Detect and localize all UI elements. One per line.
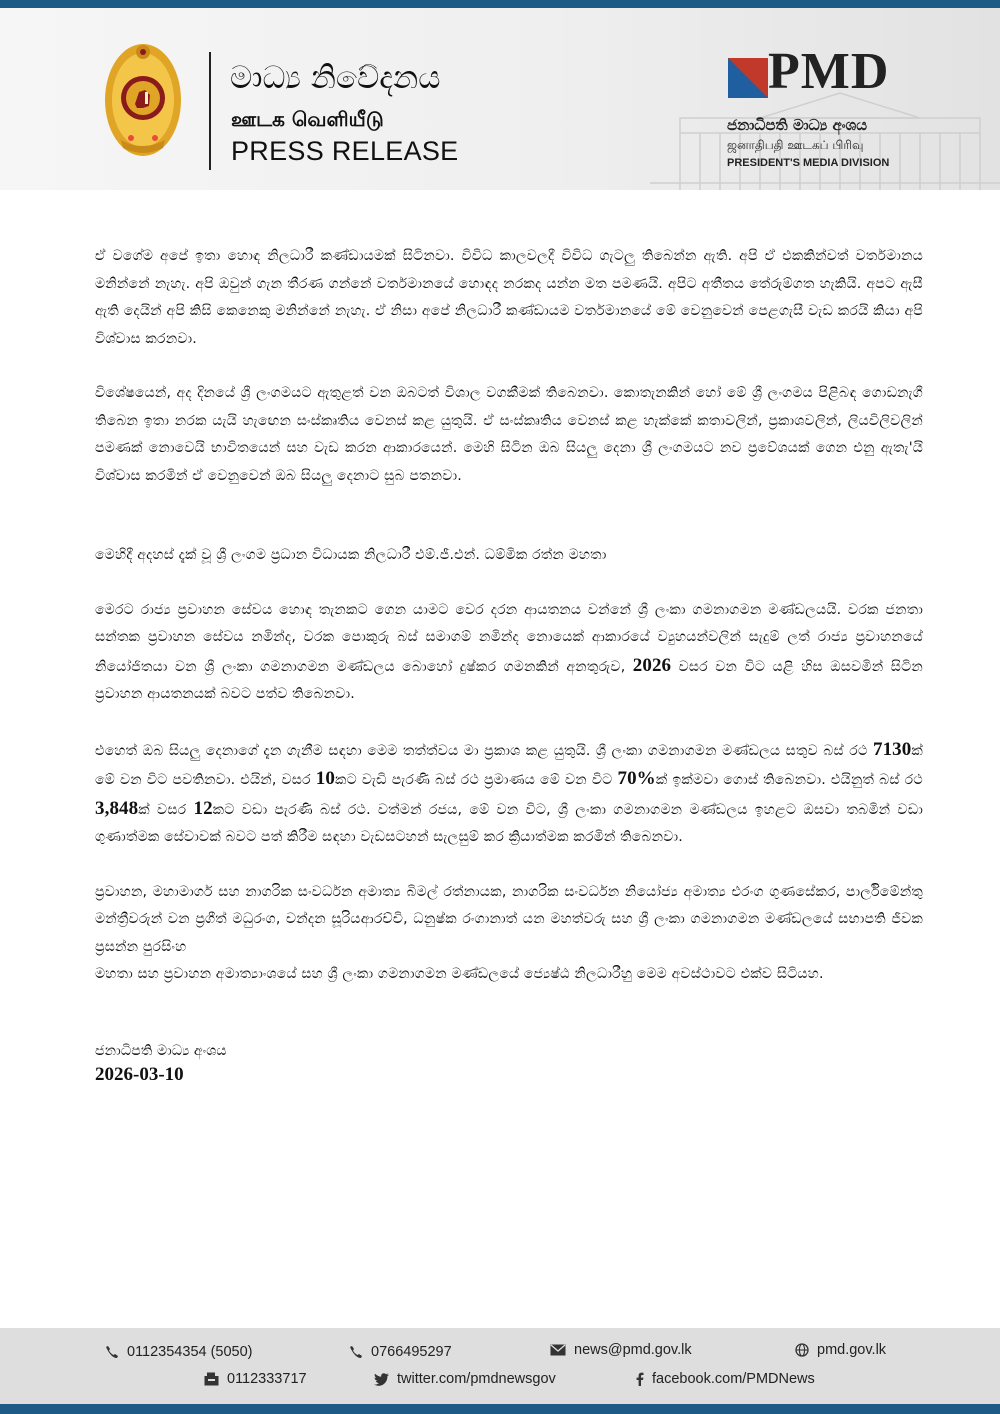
title-sinhala: මාධ්‍ය නිවේදනය (230, 60, 441, 96)
phone-icon (105, 1345, 119, 1359)
paragraph-4-text-b: ක් මේ වන විට පවතිනවා. එයින්, වසර (95, 742, 923, 788)
paragraph-5-text-b: මහතා සහ ප්‍රවාහන අමාත්‍යාංශයේ සහ ශ්‍රී ලංකා ගමනාගමන මණ්ඩලයේ ජ්‍යෙෂ්ඨ නිලධාරීහු මෙම අවස්ථාවට එක්ව සිටියහ. (95, 966, 824, 982)
bottom-accent-bar (0, 1404, 1000, 1414)
division-tamil: ஜனாதிபதி ஊடகப் பிரிவு (727, 138, 864, 152)
header-divider (209, 52, 211, 170)
fax-icon (204, 1372, 219, 1386)
national-emblem-icon (103, 40, 183, 158)
paragraph-1: ඒ වගේම අපේ ඉතා හොඳ නිලධාරී කණ්ඩායමක් සිටිනවා. විවිධ කාලවලදී විවිධ ගැටලු තිබෙන්න ඇති. අපි ඒ එකකින්වත් වර්තමානය මනින්නේ නැහැ. අපි ඔවුන් ගැන තීරණ ගන්නේ වර්තමානයේ හොඳද නරකද යන්න මත පමණයි. අපිට අතීතය තේරුම්ගත හැකියි. අපට ඇසී ඇති දෙයින් අපි කිසි කෙනෙකු මනින්නේ නැහැ. ඒ නිසා අපේ නිලධාරී කණ්ඩායම වර්තමානයේ මේ වෙනුවෙන් පෙළගැසී වැඩ කරයි කියා අපි විශ්වාස කරනවා. (95, 248, 923, 347)
paragraph-3-text-a: මෙරට රාජ්‍ය ප්‍රවාහන සේවය හොඳ තැනකට ගෙන යාමට වෙර දරන ආයතනය වන්නේ ශ්‍රී ලංකා ගමනාගමන මණ්ඩලයයි. වරක ජනතා සන්තක ප්‍රවාහන සේවය නමින්ද, වරක පොකුරු බස් සමාගම් නමින්ද නොයෙක් ආකාරයේ ව්‍යුහයන්වලින් සැදුම් ලත් රාජ්‍ය ප්‍රවාහනයේ නියෝජිතයා වන ශ්‍රී ලංකා ගමනාගමන මණ්ඩලය බොහෝ දුෂ්කර ගමනකින් අනතුරුව, (95, 601, 923, 675)
old-bus-count-value: 3,848 (95, 797, 139, 819)
pmd-logo-icon (728, 58, 768, 98)
fax-number[interactable] (204, 1371, 307, 1387)
bus-count-value: 7130 (872, 738, 912, 760)
speaker-heading: මෙහිදී අදහස් දැක් වූ ශ්‍රී ලංගම ප්‍රධාන විධායක නිලධාරී එම්.ජී.එන්. ධම්මික රත්න මහතා (95, 547, 607, 563)
paragraph-5 (95, 879, 923, 989)
phone-2[interactable] (349, 1344, 452, 1360)
press-release-body (95, 243, 923, 1087)
title-tamil: ஊடக வெளியீடு (231, 107, 384, 131)
release-date: 2026-03-10 (95, 1063, 184, 1085)
paragraph-4-text-f: කට වඩා පැරණි බස් රථ. වත්මන් රජය, මේ වන විට, ශ්‍රී ලංකා ගමනාගමන මණ්ඩලය ඉහළට ඔසවා තබමින් වඩා ගුණාත්මක සේවාවක් බවට පත් කිරීම සඳහා වැඩසටහන් සැලසුම් කර ක්‍රියාත්මක කරමින් තිබෙනවා. (95, 801, 923, 845)
facebook-link[interactable] (636, 1371, 815, 1387)
years-10-value: 10 (315, 768, 335, 789)
year-value: 2026 (632, 654, 672, 676)
contact-footer (0, 1328, 1000, 1405)
globe-icon (795, 1343, 809, 1357)
facebook-text: facebook.com/PMDNews (652, 1371, 815, 1387)
top-accent-bar (0, 0, 1000, 8)
letterhead (0, 8, 1000, 190)
phone-icon (349, 1345, 363, 1359)
mail-icon (550, 1344, 566, 1356)
paragraph-4 (95, 736, 923, 852)
percent-value: 70% (617, 768, 656, 789)
years-12-value: 12 (193, 797, 213, 819)
division-english: PRESIDENT'S MEDIA DIVISION (727, 157, 890, 169)
paragraph-4-text-d: ක් ඉක්මවා ගොස් තිබෙනවා. එයිනුත් බස් රථ (655, 772, 924, 788)
division-sinhala: ජනාධිපති මාධ්‍ය අංශය (727, 116, 868, 134)
fax-text: 0112333717 (227, 1371, 307, 1387)
twitter-icon (374, 1373, 389, 1386)
email-link[interactable] (550, 1342, 692, 1358)
paragraph-2: විශේෂයෙන්, අද දිනයේ ශ්‍රී ලංගමයට ඇතුළත් වන ඔබටත් විශාල වගකීමක් තිබෙනවා. කොතැනකින් හෝ මේ ශ්‍රී ලංගමය පිළිබඳ ගොඩනැගී තිබෙන ඉතා නරක යැයි හැඟෙන සංස්කෘතිය වෙනස් කළ යුතුයි. ඒ සංස්කෘතිය වෙනස් කළ හැක්කේ කතාවලින්, ප්‍රකාශවලින්, ලියවිලිවලින් පමණක් නොවෙයි භාවිතයෙන් සහ වැඩ කරන ආකාරයෙන්. මෙහි සිටින ඔබ සියලු දෙනා ශ්‍රී ලංගමයට නව ප්‍රවේශයක් ගෙන එනු ඇතැ'යි විශ්වාස කරමින් ඒ වෙනුවෙන් ඔබ සියලු දෙනාට සුබ පතනවා. (95, 385, 923, 484)
pmd-logo-text: PMD (768, 43, 890, 100)
paragraph-4-text-c: කට වැඩි පැරණි බස් රථ ප්‍රමාණය මේ වන විට (334, 772, 618, 788)
website-text: pmd.gov.lk (817, 1342, 887, 1358)
phone-1[interactable] (105, 1344, 253, 1360)
paragraph-4-text-a: එහෙත් ඔබ සියලු දෙනාගේ දැන ගැනීම සඳහා මෙම තත්ත්වය මා ප්‍රකාශ කළ යුතුයි. ශ්‍රී ලංකා ගමනාගමන මණ්ඩලය සතුව බස් රථ (95, 742, 873, 759)
twitter-text: twitter.com/pmdnewsgov (397, 1371, 556, 1387)
paragraph-3-text-b: වසර වන විට යළි හිස ඔසවමින් සිටින ප්‍රවාහන ආයතනයක් බවට පත්ව තිබෙනවා. (95, 658, 923, 702)
website-link[interactable] (795, 1342, 886, 1358)
title-english: PRESS RELEASE (231, 136, 459, 166)
paragraph-3 (95, 597, 923, 709)
facebook-icon (636, 1372, 644, 1386)
twitter-link[interactable] (374, 1371, 556, 1387)
phone-2-text: 0766495297 (371, 1344, 452, 1360)
email-text: news@pmd.gov.lk (574, 1342, 692, 1358)
paragraph-4-text-e: ක් වසර (138, 801, 194, 818)
paragraph-5-text-a: ප්‍රවාහන, මහාමාර්ග සහ නාගරික සංවර්ධන අමාත්‍ය බිමල් රත්නායක, නාගරික සංවර්ධන නියෝජ්‍ය අමාත්‍ය එරංග ගුණසේකර, පාර්ලිමේන්තු මන්ත්‍රීවරුන් වන ප්‍රගීත් මධුරංග, චන්දන සූරියආරච්චි, ධනුෂ්ක රංගානාත් යන මහත්වරු සහ ශ්‍රී ලංකා ගමනාගමන මණ්ඩලයේ සභාපති ජීවක ප්‍රසන්න පුරසිංහ (95, 883, 923, 955)
signature: ජනාධිපති මාධ්‍ය අංශය (95, 1042, 227, 1059)
phone-1-text: 0112354354 (5050) (127, 1344, 253, 1360)
